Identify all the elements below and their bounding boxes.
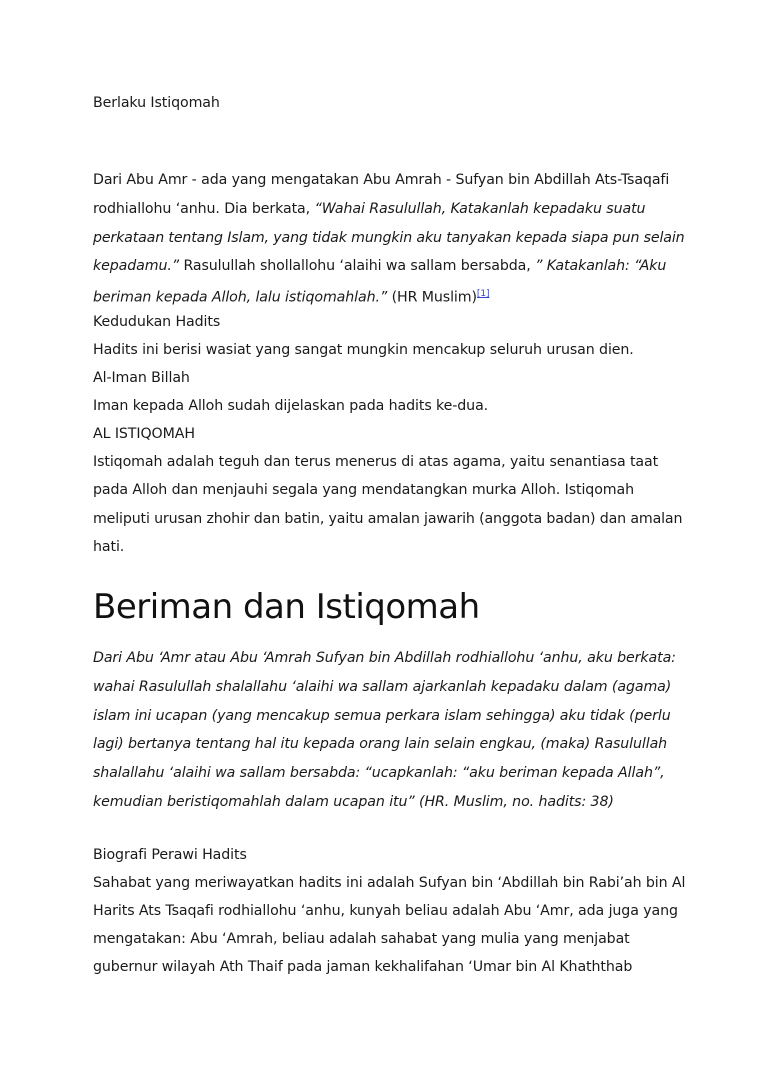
paragraph-line: perkataan tentang Islam, yang tidak mungkin aku tanyakan kepada siapa pun selain (93, 230, 685, 246)
paragraph-line: Sahabat yang meriwayatkan hadits ini adalah Sufyan bin ‘Abdillah bin Rabi’ah bin Al (93, 875, 686, 891)
quote-line: wahai Rasulullah shalallahu ‘alaihi wa sallam ajarkanlah kepadaku dalam (agama) (93, 679, 672, 695)
paragraph-line: Iman kepada Alloh sudah dijelaskan pada hadits ke-dua. (93, 398, 489, 414)
paragraph-line: meliputi urusan zhohir dan batin, yaitu amalan jawarih (anggota badan) dan amalan (93, 511, 683, 527)
quote-line: kemudian beristiqomahlah dalam ucapan itu” (HR. Muslim, no. hadits: 38) (93, 794, 614, 810)
paragraph-line (93, 199, 645, 219)
doc-title: Berlaku Istiqomah (93, 95, 220, 111)
section-label: AL ISTIQOMAH (93, 426, 195, 442)
text-run: (HR Muslim) (391, 289, 477, 306)
quote-line: shalallahu ‘alaihi wa sallam bersabda: “ucapkanlah: “aku beriman kepada Allah”, (93, 765, 665, 781)
text-run: rodhiallohu ‘anhu. Dia berkata, (93, 201, 315, 217)
section-label: Kedudukan Hadits (93, 314, 221, 330)
quote-run: “Wahai Rasulullah, Katakanlah kepadaku suatu (314, 201, 646, 217)
section-heading: Beriman dan Istiqomah (93, 587, 480, 627)
paragraph-line: gubernur wilayah Ath Thaif pada jaman kekhalifahan ‘Umar bin Al Khaththab (93, 959, 633, 975)
footnote-link[interactable]: [1] (476, 289, 490, 299)
text-run: Rasulullah shollallohu ‘alaihi wa sallam bersabda, (183, 258, 536, 274)
quote-run: kepadamu.” (93, 258, 184, 274)
section-label: Biografi Perawi Hadits (93, 847, 247, 863)
section-label: Al-Iman Billah (93, 370, 190, 386)
quote-run: beriman kepada Alloh, lalu istiqomahlah.” (93, 289, 392, 306)
paragraph-line: Dari Abu Amr - ada yang mengatakan Abu Amrah - Sufyan bin Abdillah Ats-Tsaqafi (93, 172, 670, 188)
paragraph-line: pada Alloh dan menjauhi segala yang mendatangkan murka Alloh. Istiqomah (93, 482, 634, 498)
paragraph-line: mengatakan: Abu ‘Amrah, beliau adalah sahabat yang mulia yang menjabat (93, 931, 630, 947)
paragraph-line (93, 284, 489, 308)
paragraph-line: Istiqomah adalah teguh dan terus menerus di atas agama, yaitu senantiasa taat (93, 454, 659, 470)
quote-line: Dari Abu ‘Amr atau Abu ‘Amrah Sufyan bin Abdillah rodhiallohu ‘anhu, aku berkata: (93, 650, 676, 666)
quote-run: ” Katakanlah: “Aku (535, 258, 667, 274)
paragraph-line (93, 256, 666, 276)
paragraph-line: Harits Ats Tsaqafi rodhiallohu ‘anhu, kunyah beliau adalah Abu ‘Amr, ada juga yang (93, 903, 678, 919)
quote-line: islam ini ucapan (yang mencakup semua perkara islam sehingga) aku tidak (perlu (93, 708, 671, 724)
paragraph-line: Hadits ini berisi wasiat yang sangat mungkin mencakup seluruh urusan dien. (93, 342, 634, 358)
paragraph-line: hati. (93, 539, 125, 555)
quote-line: lagi) bertanya tentang hal itu kepada orang lain selain engkau, (maka) Rasulullah (93, 736, 668, 752)
